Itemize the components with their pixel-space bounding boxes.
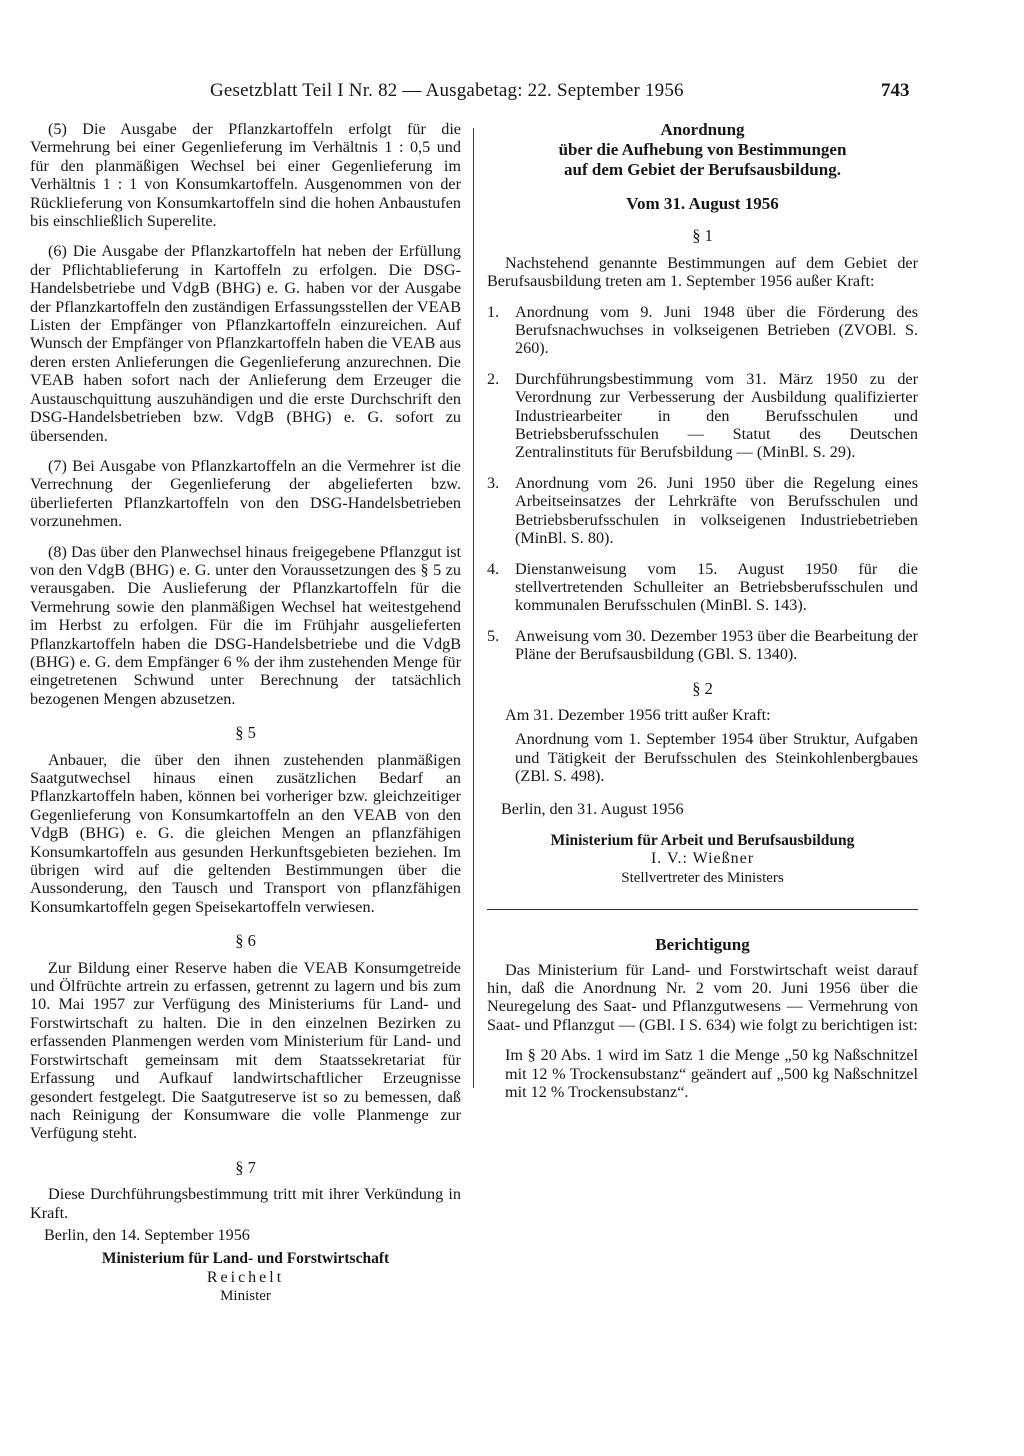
right-place-date: Berlin, den 31. August 1956 <box>501 799 684 818</box>
left-signer: Reichelt <box>206 1268 285 1286</box>
section-6-text: Zur Bildung einer Reserve haben die VEAB Konsumgetreide und Ölfrüchte artrein zu erfassen, getrennt zu lagern und bis zum 10. Mai 1957 zur Verfügung des Ministeriums für Land- und Forstwirtschaft zu halten. Die in den einzelnen Bezirken zu erfassenden Planmengen werden vom Ministerium für Land- und Forstwirtschaft gemeinsam mit dem Staatssekretariat für Erfassung und Aufkauf landwirtschaftlicher Erzeugnisse gesondert festgelegt. Die Saatgutreserve ist so zu bemessen, daß nach Reinigung der Konsumware die volle Planmenge zur Verfügung steht. <box>30 958 461 1143</box>
list-item-number: 1. <box>487 302 500 321</box>
paragraph-6: (6) Die Ausgabe der Pflanzkartoffeln hat neben der Erfüllung der Pflichtablieferung in Kartoffeln zu erfolgen. Die DSG-Handelsbetriebe und VdgB (BHG) e. G. haben vor der Ausgabe der Pflanzkartoffeln den zuständigen Erfassungsstellen der VEAB Listen der Empfänger von Pflanzkartoffeln einzureichen. Auf Wunsch der Empfänger von Pflanzkartoffeln haben die VEAB aus deren ersten Anlieferungen die Gegenlieferung anzurechnen. Die VEAB haben sofort nach der Anlieferung dem Erzeuger die Austauschquittung auszuhändigen und die erste Durchschrift den DSG-Handelsbetrieben bzw. VdgB (BHG) e. G. sofort zu übersenden. <box>30 242 461 445</box>
section-5-heading: § 5 <box>235 723 256 743</box>
list-item-number: 3. <box>487 473 500 492</box>
list-item <box>487 627 918 664</box>
list-item <box>487 474 918 548</box>
correction-heading: Berichtigung <box>655 935 750 955</box>
section-2-intro: Am 31. Dezember 1956 tritt außer Kraft: <box>505 705 771 724</box>
right-signer-role: Stellvertreter des Ministers <box>621 869 784 886</box>
section-1-intro: Nachstehend genannte Bestimmungen auf dem Gebiet der Berufsausbildung treten am 1. September 1956 außer Kraft: <box>487 253 918 291</box>
list-item <box>487 303 918 358</box>
list-item <box>487 560 918 615</box>
section-2-heading: § 2 <box>692 678 713 698</box>
section-5-text: Anbauer, die über den ihnen zustehenden planmäßigen Saatgutwechsel hinaus einen zusätzlichen Bedarf an Pflanzkartoffeln haben, können bei vorheriger bzw. gleichzeitiger Gegenlieferung von Konsumkartoffeln an den VEAB von den VdgB (BHG) e. G. die gleichen Mengen an pflanzfähigen Konsumkartoffeln aus gesunden Herkunftsgebieten beziehen. Im übrigen wird auf die geltenden Bestimmungen über die Aussonderung, den Tausch und Transport von pflanzfähigen Konsumkartoffeln gegen Speisekartoffeln verwiesen. <box>30 750 461 916</box>
header-title: Gesetzblatt Teil I Nr. 82 — Ausgabetag: 22. September 1956 <box>210 80 684 101</box>
order-date: Vom 31. August 1956 <box>626 194 779 213</box>
list-item-number: 5. <box>487 626 500 645</box>
right-ministry: Ministerium für Arbeit und Berufsausbildung <box>550 831 855 849</box>
paragraph-8: (8) Das über den Planwechsel hinaus freigegebene Pflanzgut ist von den VdgB (BHG) e. G. unter den Voraussetzungen des § 5 zu verausgaben. Die Auslieferung der Pflanzkartoffeln für die Vermehrung sowie den planmäßigen Wechsel hat weitestgehend im Herbst zu erfolgen. Für die im Frühjahr ausgelieferten Pflanzkartoffeln haben die DSG-Handelsbetriebe und die VdgB (BHG) e. G. dem Empfänger 6 % der ihm zustehenden Menge für eingetretenen Schwund unter Berechnung der tatsächlich bezogenen Mengen abzusetzen. <box>30 542 461 708</box>
order-title-line-3: auf dem Gebiet der Berufsausbildung. <box>564 160 841 179</box>
paragraph-5: (5) Die Ausgabe der Pflanzkartoffeln erfolgt für die Vermehrung bei einer Gegenlieferung im Verhältnis 1 : 0,5 und für den planmäßigen Wechsel bei einer Gegenlieferung im Verhältnis 1 : 1 von Konsumkartoffeln. Ausgenommen von der Rücklieferung von Konsumkartoffeln sind die hohen Anbaustufen bis einschließlich Superelite. <box>30 120 461 231</box>
right-signer: I. V.: Wießner <box>650 850 755 868</box>
list-item-text: Anordnung vom 26. Juni 1950 über die Regelung eines Arbeitseinsatzes der Lehrkräfte von Berufsschulen und Betriebsberufsschulen in volkseigenen Industriebetrieben (MinBl. S. 80). <box>515 473 918 548</box>
right-column <box>487 120 918 1113</box>
list-item <box>487 370 918 462</box>
list-item-text: Anordnung vom 9. Juni 1948 über die Förderung des Berufsnachwuchses in volkseigenen Betrieben (ZVOBl. S. 260). <box>515 302 918 358</box>
list-item-number: 2. <box>487 369 500 388</box>
section-7-heading: § 7 <box>235 1157 256 1177</box>
section-7-text: Diese Durchführungsbestimmung tritt mit ihrer Verkündung in Kraft. <box>30 1185 461 1222</box>
correction-detail: Im § 20 Abs. 1 wird im Satz 1 die Menge „50 kg Naßschnitzel mit 12 % Trockensubstanz“ geändert auf „500 kg Naßschnitzel mit 12 % Trockensubstanz“. <box>505 1046 918 1102</box>
list-item-text: Dienstanweisung vom 15. August 1950 für die stellvertretenden Schulleiter an Betriebsberufsschulen und kommunalen Berufsschulen (MinBl. S. 143). <box>515 559 918 615</box>
left-ministry: Ministerium für Land- und Forstwirtschaft <box>101 1250 390 1268</box>
page-number: 743 <box>881 80 910 101</box>
list-item-text: Durchführungsbestimmung vom 31. März 1950 zu der Verordnung zur Verbesserung der Ausbildung qualifizierter Industriearbeiter in den Berufsschulen und Betriebsberufsschulen — Statut des Deutschen Zentralinstituts für Berufsbildung — (MinBl. S. 29). <box>515 369 918 462</box>
left-place-date: Berlin, den 14. September 1956 <box>44 1225 250 1244</box>
order-title-line-2: über die Aufhebung von Bestimmungen <box>558 140 847 159</box>
section-1-heading: § 1 <box>692 226 713 246</box>
list-item-number: 4. <box>487 559 500 578</box>
column-divider <box>473 128 474 1088</box>
section-2-text: Anordnung vom 1. September 1954 über Struktur, Aufgaben und Tätigkeit der Berufsschulen des Steinkohlenbergbaues (ZBl. S. 498). <box>515 730 918 786</box>
left-column <box>30 120 461 1306</box>
left-signer-role: Minister <box>220 1288 271 1305</box>
order-title <box>487 120 918 180</box>
section-6-heading: § 6 <box>235 931 256 951</box>
correction-text: Das Ministerium für Land- und Forstwirtschaft weist darauf hin, daß die Anordnung Nr. 2 vom 20. Juni 1956 über die Neuregelung des Saat- und Pflanzgutwesens — Vermehrung von Saat- und Pflanzgut — (GBl. I S. 634) wie folgt zu berichtigen ist: <box>487 960 918 1034</box>
list-item-text: Anweisung vom 30. Dezember 1953 über die Bearbeitung der Pläne der Berufsausbildung (GBl. S. 1340). <box>515 626 918 664</box>
page-header <box>30 80 930 110</box>
paragraph-7: (7) Bei Ausgabe von Pflanzkartoffeln an die Vermehrer ist die Verrechnung der Gegenlieferung der abgelieferten bzw. überlieferten Pflanzkartoffeln von den DSG-Handelsbetrieben vorzunehmen. <box>30 456 461 531</box>
order-title-line-1: Anordnung <box>660 120 745 139</box>
section-rule <box>487 909 918 910</box>
